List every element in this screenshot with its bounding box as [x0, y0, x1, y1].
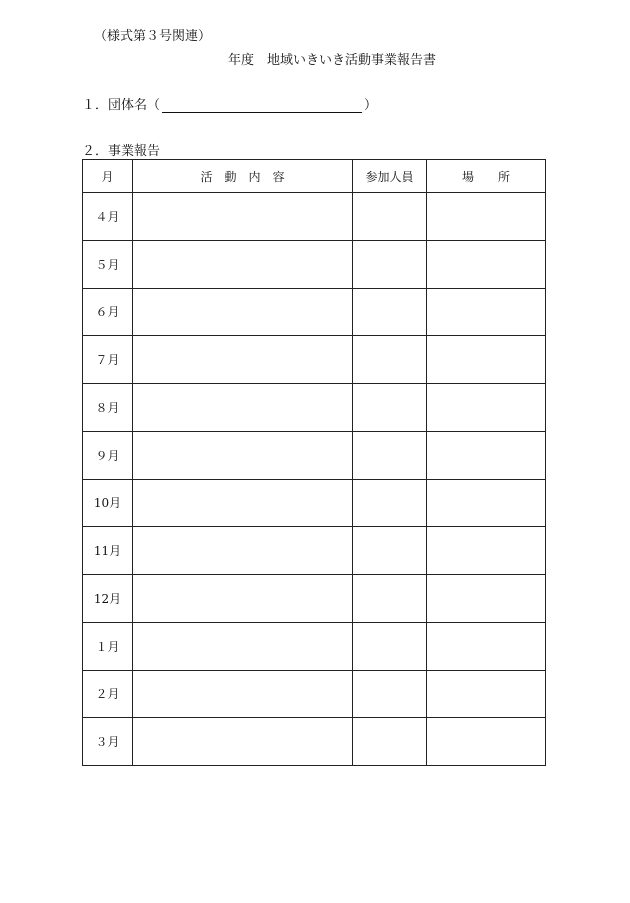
activity-cell[interactable]	[133, 622, 353, 670]
organization-name-line	[82, 94, 377, 113]
header-participants: 参加人員	[353, 160, 427, 193]
participants-cell[interactable]	[353, 718, 427, 766]
place-cell[interactable]	[427, 718, 546, 766]
activity-report-table	[82, 159, 546, 766]
organization-name-close: ）	[364, 98, 378, 113]
place-cell[interactable]	[427, 479, 546, 527]
month-cell: 11月	[83, 527, 133, 575]
table-row	[83, 718, 546, 766]
table-row	[83, 622, 546, 670]
month-cell: ３月	[83, 718, 133, 766]
participants-cell[interactable]	[353, 240, 427, 288]
form-reference: （様式第３号関連）	[94, 29, 212, 44]
place-cell[interactable]	[427, 193, 546, 241]
table-row	[83, 240, 546, 288]
participants-cell[interactable]	[353, 575, 427, 623]
month-cell: ９月	[83, 431, 133, 479]
activity-cell[interactable]	[133, 718, 353, 766]
month-cell: ６月	[83, 288, 133, 336]
table-row	[83, 431, 546, 479]
organization-name-label: １．団体名（	[82, 98, 161, 113]
document-title: 年度 地域いきいき活動事業報告書	[228, 53, 437, 68]
activity-cell[interactable]	[133, 575, 353, 623]
place-cell[interactable]	[427, 527, 546, 575]
header-month: 月	[83, 160, 133, 193]
month-cell: ７月	[83, 336, 133, 384]
month-cell: 10月	[83, 479, 133, 527]
place-cell[interactable]	[427, 575, 546, 623]
activity-cell[interactable]	[133, 193, 353, 241]
activity-cell[interactable]	[133, 431, 353, 479]
participants-cell[interactable]	[353, 527, 427, 575]
month-cell: ８月	[83, 384, 133, 432]
participants-cell[interactable]	[353, 670, 427, 718]
month-cell: ２月	[83, 670, 133, 718]
participants-cell[interactable]	[353, 479, 427, 527]
organization-name-field[interactable]	[162, 97, 362, 113]
participants-cell[interactable]	[353, 622, 427, 670]
table-row	[83, 670, 546, 718]
section-activity-report-label: ２．事業報告	[82, 144, 161, 159]
place-cell[interactable]	[427, 622, 546, 670]
participants-cell[interactable]	[353, 193, 427, 241]
month-cell: 12月	[83, 575, 133, 623]
place-cell[interactable]	[427, 431, 546, 479]
activity-cell[interactable]	[133, 288, 353, 336]
participants-cell[interactable]	[353, 431, 427, 479]
place-cell[interactable]	[427, 670, 546, 718]
activity-cell[interactable]	[133, 336, 353, 384]
activity-cell[interactable]	[133, 527, 353, 575]
table-row	[83, 193, 546, 241]
table-header-row	[83, 160, 546, 193]
header-activity: 活 動 内 容	[133, 160, 353, 193]
table-row	[83, 575, 546, 623]
table-row	[83, 479, 546, 527]
participants-cell[interactable]	[353, 384, 427, 432]
place-cell[interactable]	[427, 288, 546, 336]
activity-cell[interactable]	[133, 240, 353, 288]
table-row	[83, 384, 546, 432]
place-cell[interactable]	[427, 240, 546, 288]
participants-cell[interactable]	[353, 336, 427, 384]
table-row	[83, 336, 546, 384]
activity-cell[interactable]	[133, 479, 353, 527]
month-cell: ５月	[83, 240, 133, 288]
month-cell: １月	[83, 622, 133, 670]
activity-cell[interactable]	[133, 670, 353, 718]
month-cell: ４月	[83, 193, 133, 241]
place-cell[interactable]	[427, 384, 546, 432]
table-row	[83, 288, 546, 336]
activity-cell[interactable]	[133, 384, 353, 432]
table-row	[83, 527, 546, 575]
participants-cell[interactable]	[353, 288, 427, 336]
header-place: 場 所	[427, 160, 546, 193]
place-cell[interactable]	[427, 336, 546, 384]
